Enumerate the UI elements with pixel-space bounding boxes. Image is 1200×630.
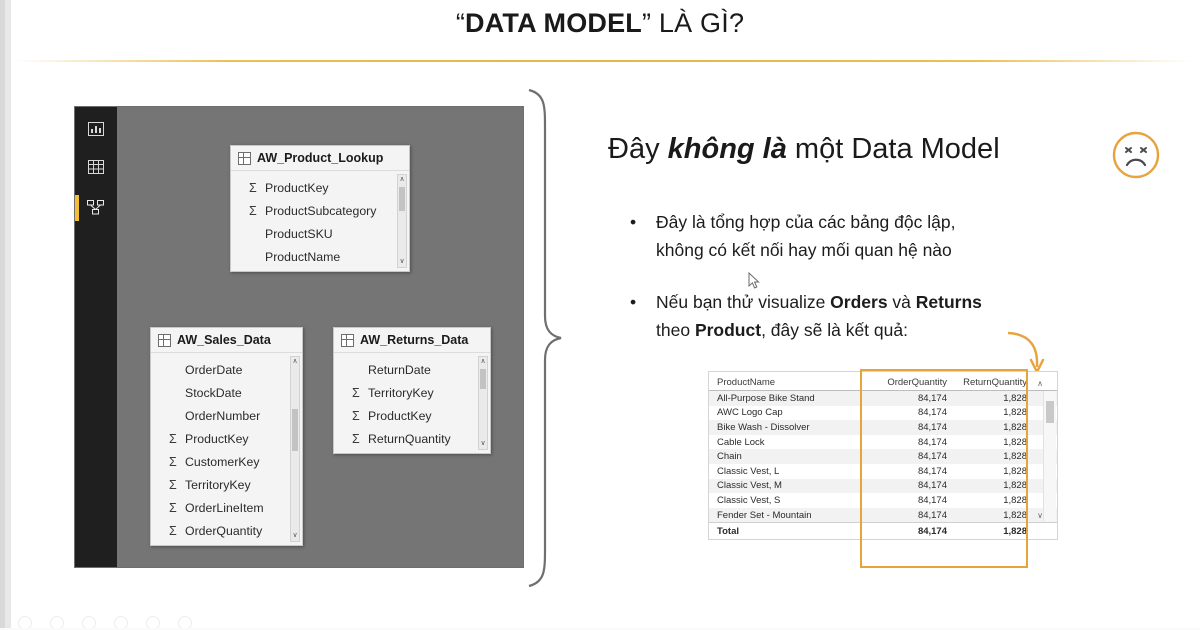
field-label: ReturnQuantity: [368, 431, 451, 446]
table-row[interactable]: [709, 406, 1057, 421]
nav-selection-indicator: [75, 195, 79, 221]
table-row[interactable]: [709, 420, 1057, 435]
table-icon: [341, 334, 354, 347]
cell-orderquantity: 84,174: [917, 465, 947, 477]
cell-productname: Classic Vest, L: [717, 465, 780, 477]
cell-productname: Chain: [717, 451, 742, 463]
headline: [608, 133, 1000, 166]
table-field[interactable]: [334, 404, 490, 427]
bullet-strong-orders: Orders: [830, 292, 888, 312]
cell-productname: All-Purpose Bike Stand: [717, 392, 815, 404]
table-field[interactable]: [334, 427, 490, 450]
cell-productname: Fender Set - Mountain: [717, 509, 812, 521]
cell-total-returnquantity: 1,828: [1003, 525, 1027, 537]
cell-productname: Cable Lock: [717, 436, 765, 448]
column-header-productname[interactable]: ProductName: [717, 377, 776, 388]
scroll-up-arrow[interactable]: ∧: [1037, 379, 1043, 388]
table-field[interactable]: [151, 496, 302, 519]
cell-returnquantity: 1,828: [1003, 392, 1027, 404]
result-data-table[interactable]: [708, 371, 1058, 540]
power-bi-model-view-screenshot: [75, 107, 523, 567]
table-card-fields: [231, 171, 409, 271]
measure-sigma-icon: Σ: [169, 454, 177, 469]
table-field[interactable]: [231, 222, 409, 245]
cell-returnquantity: 1,828: [1003, 436, 1027, 448]
table-field[interactable]: [151, 358, 302, 381]
cell-orderquantity: 84,174: [917, 451, 947, 463]
table-name: AW_Sales_Data: [177, 333, 271, 347]
measure-sigma-icon: Σ: [249, 180, 257, 195]
cell-total-orderquantity: 84,174: [917, 525, 947, 537]
column-header-orderquantity[interactable]: OrderQuantity: [887, 377, 947, 388]
cell-orderquantity: 84,174: [917, 392, 947, 404]
cell-returnquantity: 1,828: [1003, 494, 1027, 506]
table-icon: [158, 334, 171, 347]
cell-returnquantity: 1,828: [1003, 407, 1027, 419]
table-name: AW_Returns_Data: [360, 333, 469, 347]
table-row[interactable]: [709, 508, 1057, 523]
cell-orderquantity: 84,174: [917, 494, 947, 506]
cell-returnquantity: 1,828: [1003, 465, 1027, 477]
table-field[interactable]: [151, 404, 302, 427]
measure-sigma-icon: Σ: [352, 385, 360, 400]
slide-left-edge: [0, 0, 11, 630]
table-card-header: [334, 328, 490, 353]
field-label: ReturnDate: [368, 362, 431, 377]
scroll-down-arrow[interactable]: ∨: [480, 440, 486, 447]
pbi-left-nav-rail[interactable]: [75, 107, 117, 567]
model-table-card[interactable]: [230, 145, 410, 272]
scroll-up-arrow[interactable]: ∧: [480, 358, 486, 365]
title-suffix: ” LÀ GÌ?: [642, 8, 745, 38]
curly-brace-decoration: [525, 88, 565, 588]
measure-sigma-icon: Σ: [352, 408, 360, 423]
bullet-line-2-a: theo: [656, 320, 695, 340]
table-field[interactable]: [151, 381, 302, 404]
table-card-scrollbar[interactable]: [290, 356, 300, 542]
title-divider: [14, 60, 1192, 62]
field-label: ProductSKU: [265, 226, 333, 241]
cell-productname: Classic Vest, S: [717, 494, 781, 506]
measure-sigma-icon: Σ: [169, 431, 177, 446]
field-label: ProductName: [265, 249, 341, 264]
field-label: ProductSubcategory: [265, 203, 377, 218]
bullet-line-2-c: , đây sẽ là kết quả:: [761, 320, 908, 340]
scrollbar-thumb[interactable]: [399, 187, 405, 211]
table-field[interactable]: [151, 519, 302, 542]
table-row[interactable]: [709, 464, 1057, 479]
field-label: OrderDate: [185, 362, 243, 377]
table-name: AW_Product_Lookup: [257, 151, 384, 165]
table-card-header: [231, 146, 409, 171]
cell-productname: AWC Logo Cap: [717, 407, 783, 419]
table-card-fields: [334, 353, 490, 453]
table-row[interactable]: [709, 493, 1057, 508]
cell-productname: Classic Vest, M: [717, 480, 782, 492]
bullet-text: [656, 288, 982, 344]
cell-returnquantity: 1,828: [1003, 480, 1027, 492]
cell-total-label: Total: [717, 525, 739, 537]
measure-sigma-icon: Σ: [169, 477, 177, 492]
table-field[interactable]: [151, 450, 302, 473]
scrollbar-thumb[interactable]: [292, 409, 298, 451]
slide-left-edge-inner: [0, 0, 5, 630]
field-label: OrderNumber: [185, 408, 261, 423]
scroll-down-arrow[interactable]: ∨: [292, 532, 298, 539]
field-label: TerritoryKey: [185, 477, 251, 492]
table-field[interactable]: [334, 381, 490, 404]
field-label: OrderQuantity: [185, 523, 263, 538]
field-label: ProductKey: [185, 431, 249, 446]
cell-orderquantity: 84,174: [917, 421, 947, 433]
model-table-card[interactable]: [333, 327, 491, 454]
field-label: CustomerKey: [185, 454, 260, 469]
table-field[interactable]: [151, 427, 302, 450]
bullet-marker: •: [630, 292, 637, 312]
field-label: OrderLineItem: [185, 500, 264, 515]
bullet-line-1-a: Nếu bạn thử visualize: [656, 292, 831, 312]
bullet-marker: •: [630, 212, 637, 232]
headline-part-1: Đây: [608, 133, 668, 165]
table-field[interactable]: [231, 245, 409, 268]
scroll-up-arrow[interactable]: ∧: [399, 176, 405, 183]
field-label: ProductKey: [265, 180, 329, 195]
title-quote-open: “: [455, 8, 466, 38]
report-chart-icon[interactable]: [86, 121, 106, 139]
table-row[interactable]: [709, 449, 1057, 464]
bullet-line-1: Đây là tổng hợp của các bảng độc lập,: [656, 212, 956, 232]
mouse-cursor: [748, 272, 760, 295]
table-field[interactable]: [151, 473, 302, 496]
cell-returnquantity: 1,828: [1003, 451, 1027, 463]
headline-part-2: một Data Model: [786, 133, 1000, 165]
table-card-header: [151, 328, 302, 353]
cell-orderquantity: 84,174: [917, 407, 947, 419]
bullet-strong-product: Product: [694, 320, 762, 340]
page-title: [0, 8, 1200, 39]
scrollbar-thumb[interactable]: [1046, 401, 1054, 423]
cell-returnquantity: 1,828: [1003, 421, 1027, 433]
scroll-down-arrow[interactable]: ∨: [399, 258, 405, 265]
table-field[interactable]: [334, 358, 490, 381]
column-header-returnquantity[interactable]: ReturnQuantity: [963, 377, 1027, 388]
bullet-strong-returns: Returns: [915, 292, 982, 312]
cell-orderquantity: 84,174: [917, 509, 947, 521]
table-field[interactable]: [231, 176, 409, 199]
bullet-item: [630, 208, 1100, 264]
cell-orderquantity: 84,174: [917, 480, 947, 492]
table-field[interactable]: [231, 199, 409, 222]
bullet-line-1-c: và: [887, 292, 916, 312]
cell-productname: Bike Wash - Dissolver: [717, 421, 810, 433]
bullet-text: [656, 208, 955, 264]
table-total-row: [709, 522, 1057, 539]
field-label: StockDate: [185, 385, 242, 400]
sad-face-icon: [1112, 131, 1160, 179]
model-table-card[interactable]: [150, 327, 303, 546]
table-row[interactable]: [709, 435, 1057, 450]
data-table-icon[interactable]: [86, 159, 106, 177]
table-card-fields: [151, 353, 302, 545]
scrollbar-thumb[interactable]: [480, 369, 486, 389]
model-relationships-icon[interactable]: [86, 199, 106, 217]
table-icon: [238, 152, 251, 165]
scroll-up-arrow[interactable]: ∧: [292, 358, 298, 365]
table-row[interactable]: [709, 391, 1057, 406]
field-label: TerritoryKey: [368, 385, 434, 400]
headline-emphasis: không là: [667, 133, 787, 165]
table-card-scrollbar[interactable]: [478, 356, 488, 450]
table-card-scrollbar[interactable]: [397, 174, 407, 268]
cell-orderquantity: 84,174: [917, 436, 947, 448]
scroll-down-arrow[interactable]: ∨: [1037, 510, 1043, 520]
cell-returnquantity: 1,828: [1003, 509, 1027, 521]
measure-sigma-icon: Σ: [249, 203, 257, 218]
measure-sigma-icon: Σ: [169, 500, 177, 515]
table-scrollbar[interactable]: [1043, 391, 1056, 521]
table-row[interactable]: [709, 479, 1057, 494]
bullet-line-2: không có kết nối hay mối quan hệ nào: [656, 240, 952, 260]
title-bold: DATA MODEL: [465, 8, 643, 38]
measure-sigma-icon: Σ: [352, 431, 360, 446]
field-label: ProductKey: [368, 408, 432, 423]
measure-sigma-icon: Σ: [169, 523, 177, 538]
table-header-row: [709, 372, 1057, 391]
